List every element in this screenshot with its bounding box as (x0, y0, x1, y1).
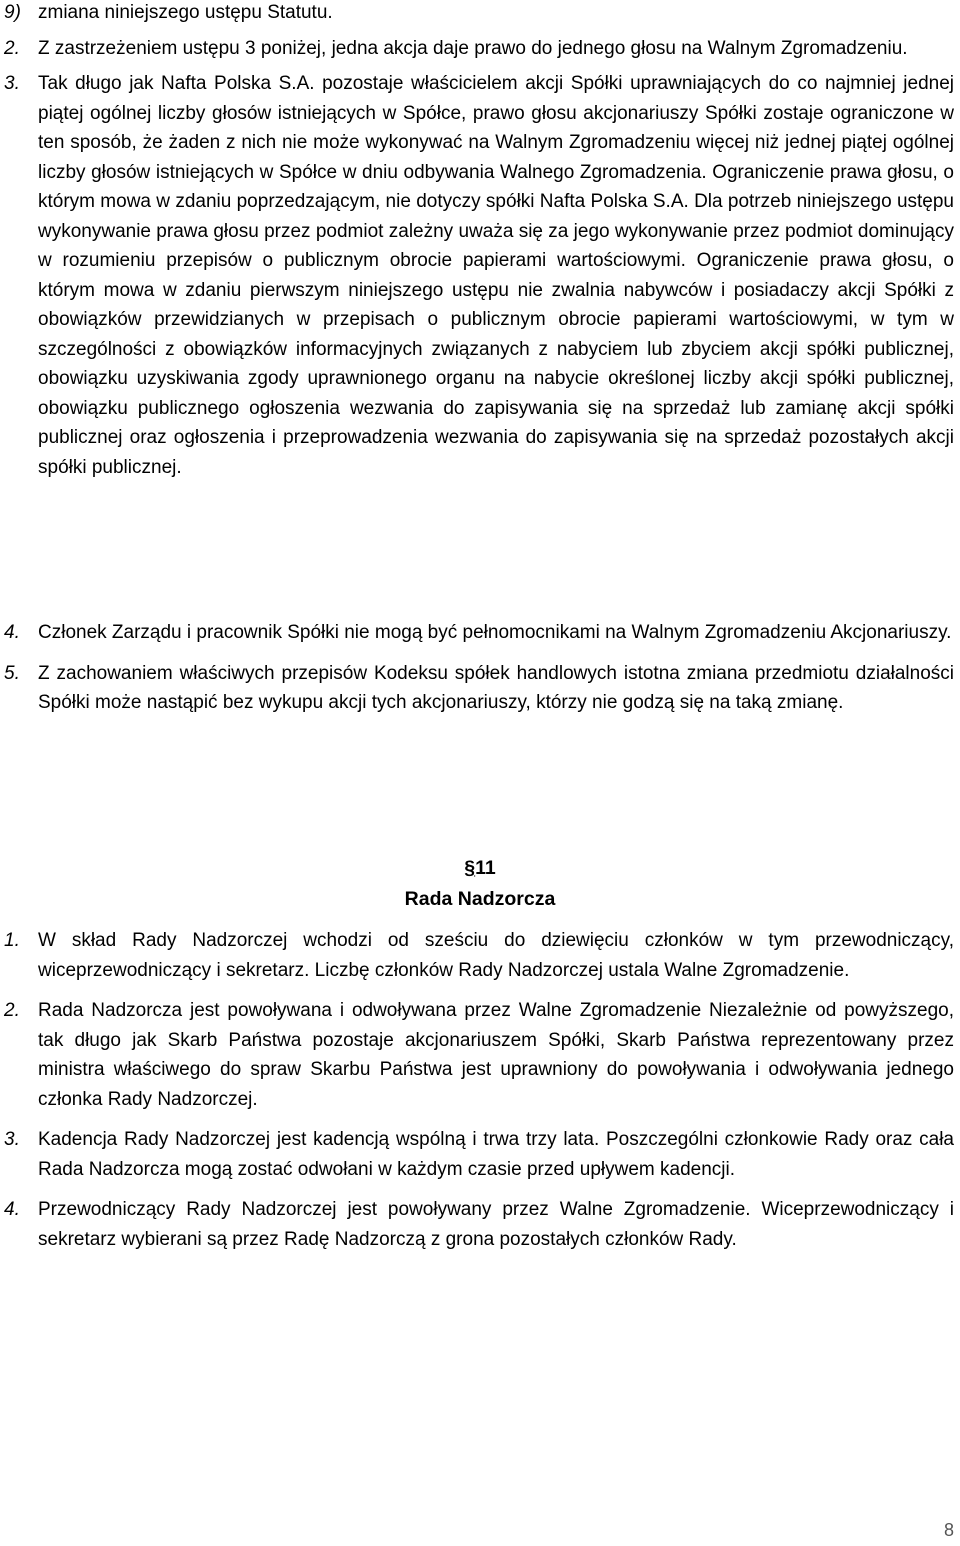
item-number: 4. (4, 1199, 20, 1220)
paragraph-sign: § (464, 857, 476, 879)
list-item (0, 1195, 960, 1254)
item-number: 9) (4, 2, 21, 23)
item-number: 2. (4, 37, 20, 59)
item-text: Przewodniczący Rady Nadzorczej jest powoływany przez Walne Zgromadzenie. Wiceprzewodniczący i sekretarz wybierani są przez Radę Nadzorczą z grona pozostałych członków Rady. (38, 1199, 954, 1250)
list-item (0, 926, 960, 985)
item-text: Kadencja Rady Nadzorczej jest kadencją wspólną i trwa trzy lata. Poszczególni członkowie Rady oraz cała Rada Nadzorcza mogą zostać odwołani w każdym czasie przed upływem kadencji. (38, 1129, 954, 1180)
statute-items-bottom (0, 618, 960, 729)
item-text: W skład Rady Nadzorczej wchodzi od sześciu do dziewięciu członków w tym przewodniczący, wiceprzewodniczący i sekretarz. Liczbę członków Rady Nadzorczej ustala Walne Zgromadzenie. (38, 930, 954, 981)
item-number: 1. (4, 930, 20, 951)
page-number: 8 (943, 1520, 954, 1540)
rada-nadzorcza-items (0, 926, 960, 1265)
list-item (0, 996, 960, 1114)
list-item (0, 659, 960, 718)
list-item (0, 34, 960, 64)
item-number: 4. (4, 622, 20, 643)
item-number: 3. (4, 1129, 20, 1150)
item-text: Z zachowaniem właściwych przepisów Kodeksu spółek handlowych istotna zmiana przedmiotu działalności Spółki może nastąpić bez wykupu akcji tych akcjonariuszy, którzy nie godzą się na taką zmianę. (38, 662, 954, 713)
item-number: 2. (4, 1000, 20, 1021)
item-text: Członek Zarządu i pracownik Spółki nie mogą być pełnomocnikami na Walnym Zgromadzeniu Akcjonariuszy. (38, 622, 952, 643)
paragraph-number: 11 (475, 857, 496, 879)
section-number (0, 854, 960, 884)
item-text: Rada Nadzorcza jest powoływana i odwoływana przez Walne Zgromadzenie Niezależnie od powyższego, tak długo jak Skarb Państwa pozostaje akcjonariuszem Spółki, Skarb Państwa reprezentowany przez ministra właściwego do spraw Skarbu Państwa jest uprawniony do powoływania i odwoływania jednego członka Rady Nadzorczej. (38, 1000, 954, 1110)
list-item (0, 69, 960, 482)
item-text: Tak długo jak Nafta Polska S.A. pozostaje właścicielem akcji Spółki uprawniających do co najmniej jednej piątej ogólnej liczby głosów istniejących w Spółce, prawo głosu akcjonariuszy Spółki zostaje ograniczone w ten sposób, że żaden z nich nie może wykonywać na Walnym Zgromadzeniu więcej niż jednej piątej ogólnej liczby głosów istniejących w Spółce w dniu odbywania Walnego Zgromadzenia. Ograniczenie prawa głosu, o którym mowa w zdaniu poprzedzającym, nie dotyczy spółki Nafta Polska S.A. Dla potrzeb niniejszego ustępu wykonywanie prawa głosu przez podmiot zależny uważa się za jego wykonywanie przez podmiot dominujący w rozumieniu przepisów o publicznym obrocie papierami wartościowymi. Ograniczenie prawa głosu, o którym mowa w zdaniu pierwszym niniejszego ustępu nie zwalnia nabywców i posiadaczy akcji Spółki z obowiązków przewidzianych w przepisach o publicznym obrocie papierami wartościowymi, w tym w szczególności z obowiązków informacyjnych związanych z nabyciem lub zbyciem akcji spółki publicznej, obowiązku uzyskiwania zgody uprawnionego organu na nabycie określonej liczby akcji spółki publicznej, obowiązku publicznego ogłoszenia wezwania do zapisywania się na sprzedaż lub zamianę akcji spółki publicznej oraz ogłoszenia i przeprowadzenia wezwania do zapisywania się na sprzedaż pozostałych akcji spółki publicznej. (38, 73, 954, 478)
list-item (0, 1125, 960, 1184)
section-title: Rada Nadzorcza (404, 888, 556, 910)
list-item (0, 618, 960, 648)
item-number: 3. (4, 73, 20, 94)
item-text: Z zastrzeżeniem ustępu 3 poniżej, jedna akcja daje prawo do jednego głosu na Walnym Zgromadzeniu. (38, 37, 908, 59)
list-item (0, 0, 960, 28)
item-number: 5. (4, 662, 20, 684)
item-text: zmiana niniejszego ustępu Statutu. (38, 2, 333, 23)
statute-items-top (0, 0, 960, 493)
